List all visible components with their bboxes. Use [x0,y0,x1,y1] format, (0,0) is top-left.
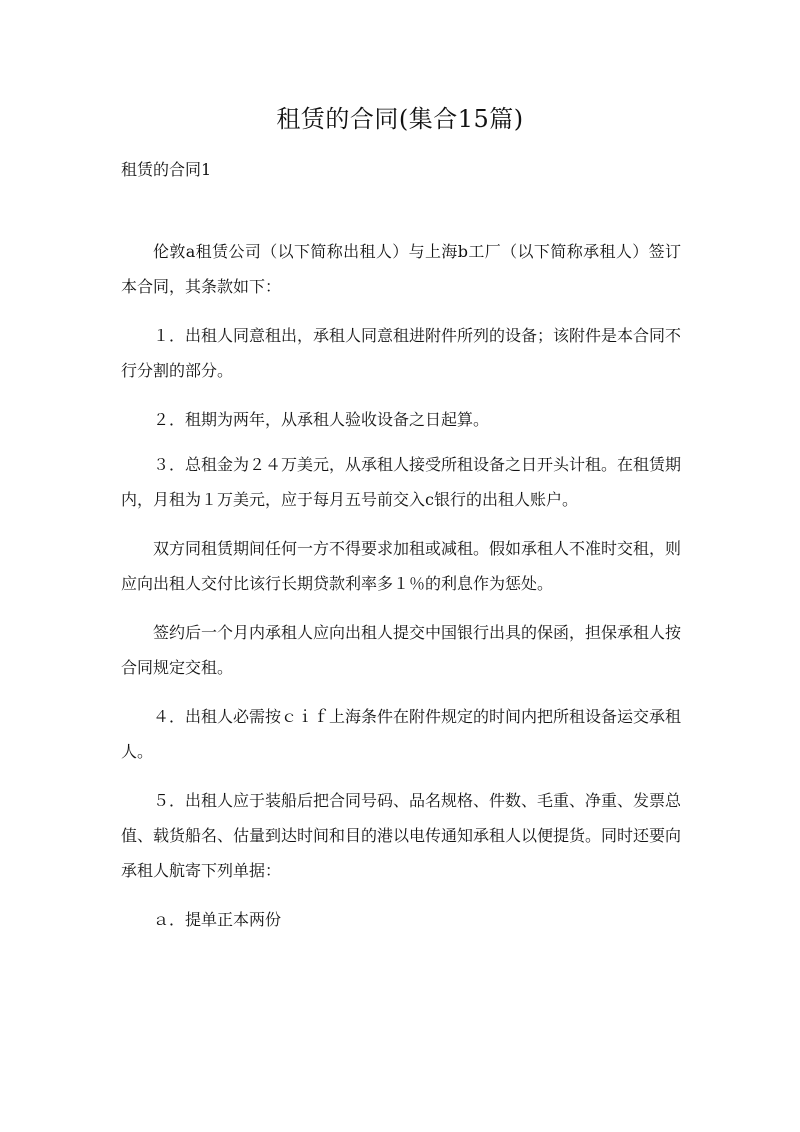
document-title: 租赁的合同(集合15篇) [276,105,524,133]
document-body [121,234,681,937]
paragraph-item-a: ａ．提单正本两份 [153,910,282,929]
paragraph-clause-2: ２．租期为两年，从承租人验收设备之日起算。 [153,410,490,429]
paragraph-rent-adjustment: 双方同租赁期间任何一方不得要求加租或减租。假如承租人不准时交租，则应向出租人交付比该行长期贷款利率多１％的利息作为惩处。 [121,539,682,593]
document-subtitle: 租赁的合同1 [121,160,212,179]
paragraph-clause-4: ４．出租人必需按ｃｉｆ上海条件在附件规定的时间内把所租设备运交承租人。 [121,707,682,761]
paragraph-clause-5: ５．出租人应于装船后把合同号码、品名规格、件数、毛重、净重、发票总值、载货船名、估量到达时间和目的港以电传通知承租人以便提货。同时还要向承租人航寄下列单据： [121,791,682,880]
paragraph-clause-1: １．出租人同意租出，承租人同意租进附件所列的设备；该附件是本合同不行分割的部分。 [121,326,682,380]
paragraph-guarantee: 签约后一个月内承租人应向出租人提交中国银行出具的保函，担保承租人按合同规定交租。 [121,623,682,677]
paragraph-clause-3: ３．总租金为２４万美元，从承租人接受所租设备之日开头计租。在租赁期内，月租为１万美元，应于每月五号前交入c银行的出租人账户。 [121,455,682,509]
paragraph-intro: 伦敦a租赁公司（以下简称出租人）与上海b工厂（以下简称承租人）签订本合同，其条款如下： [121,242,681,296]
